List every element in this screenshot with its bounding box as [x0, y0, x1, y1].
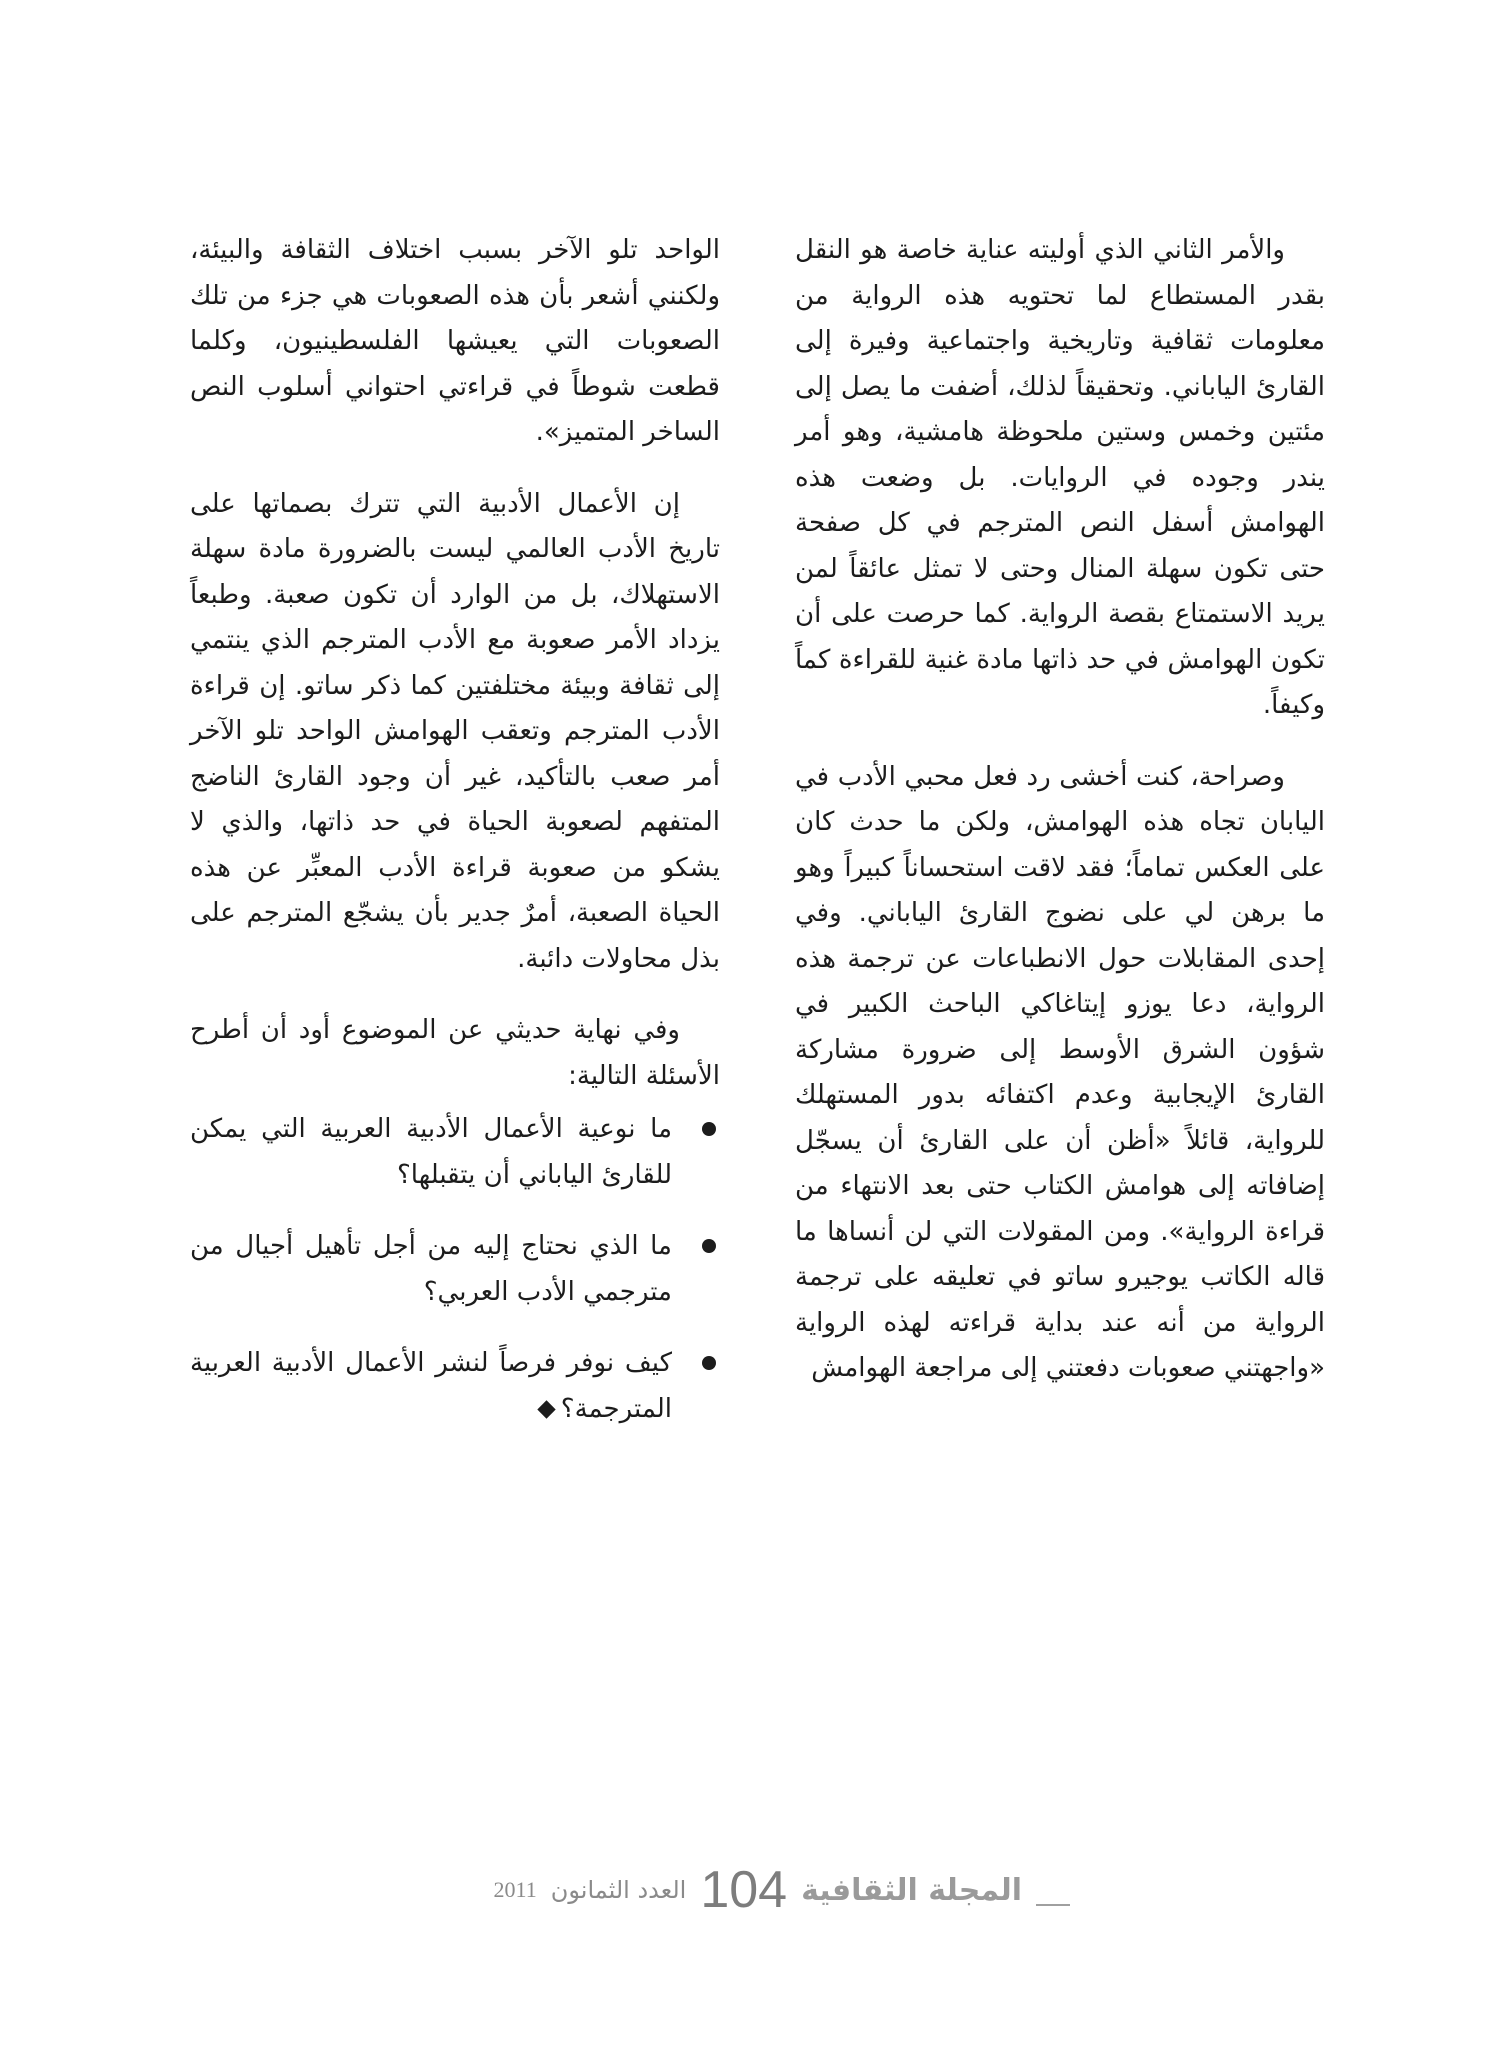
- paragraph-continuation: الواحد تلو الآخر بسبب اختلاف الثقافة والبيئة، ولكنني أشعر بأن هذه الصعوبات هي جزء من تلك الصعوبات التي يعيشها الفلسطينيون، وكلما قطعت شوطاً في قراءتي احتواني أسلوب النص الساخر المتميز».: [190, 235, 720, 447]
- paragraph-reception: وصراحة، كنت أخشى رد فعل محبي الأدب في اليابان تجاه هذه الهوامش، ولكن ما حدث كان على العكس تماماً؛ فقد لاقت استحساناً كبيراً وهو ما برهن لي على نضوج القارئ الياباني. وفي إحدى المقابلات حول الانطباعات عن ترجمة هذه الرواية، دعا يوزو إيتاغاكي الباحث الكبير في شؤون الشرق الأوسط إلى ضرورة مشاركة القارئ الإيجابية وعدم اكتفائه بدور المستهلك للرواية، قائلاً «أظن أن على القارئ أن يسجّل إضافاته إلى هوامش الكتاب حتى بعد الانتهاء من قراءة الرواية». ومن المقولات التي لن أنساها ما قاله الكاتب يوجيرو ساتو في تعليقه على ترجمة الرواية من أنه عند بداية قراءته لهذه الرواية «واجهتني صعوبات دفعتني إلى مراجعة الهوامش: [795, 761, 1325, 1383]
- list-item: [190, 1341, 720, 1432]
- questions-list: [190, 1107, 720, 1432]
- paragraph-questions-intro: وفي نهاية حديثي عن الموضوع أود أن أطرح الأسئلة التالية:: [190, 1015, 720, 1091]
- end-mark-icon: [537, 1400, 555, 1418]
- page-footer: [430, 1860, 1070, 1920]
- question-text: ما نوعية الأعمال الأدبية العربية التي يمكن للقارئ الياباني أن يتقبلها؟: [190, 1114, 672, 1190]
- magazine-name: المجلة الثقافية: [801, 1872, 1022, 1908]
- paragraph-translated-literature: إن الأعمال الأدبية التي تترك بصماتها على تاريخ الأدب العالمي ليست بالضرورة مادة سهلة الاستهلاك، بل من الوارد أن تكون صعبة. وطبعاً يزداد الأمر صعوبة مع الأدب المترجم الذي ينتمي إلى ثقافة وبيئة مختلفتين كما ذكر ساتو. إن قراءة الأدب المترجم وتعقب الهوامش الواحد تلو الآخر أمر صعب بالتأكيد، غير أن وجود القارئ الناضج المتفهم لصعوبة الحياة في حد ذاتها، والذي لا يشكو من صعوبة قراءة الأدب المعبِّر عن هذه الحياة الصعبة، أمرٌ جدير بأن يشجّع المترجم على بذل محاولات دائبة.: [190, 488, 720, 974]
- issue-label: العدد الثمانون: [550, 1876, 687, 1904]
- page-number: 104: [700, 1861, 788, 1919]
- list-item: [190, 1224, 720, 1315]
- footer-rule: [1036, 1904, 1070, 1906]
- bullet-icon: [702, 1356, 716, 1370]
- question-text: ما الذي نحتاج إليه من أجل تأهيل أجيال من مترجمي الأدب العربي؟: [190, 1231, 672, 1307]
- list-item: [190, 1107, 720, 1198]
- question-text: كيف نوفر فرصاً لنشر الأعمال الأدبية العربية المترجمة؟: [190, 1348, 672, 1424]
- left-text-column: [190, 228, 720, 1458]
- issue-year: 2011: [493, 1877, 537, 1902]
- right-text-column: [795, 228, 1325, 1418]
- bullet-icon: [702, 1122, 716, 1136]
- bullet-icon: [702, 1239, 716, 1253]
- paragraph-footnotes: والأمر الثاني الذي أوليته عناية خاصة هو النقل بقدر المستطاع لما تحتويه هذه الرواية من معلومات ثقافية وتاريخية واجتماعية وفيرة إلى القارئ الياباني. وتحقيقاً لذلك، أضفت ما يصل إلى مئتين وخمس وستين ملحوظة هامشية، وهو أمر يندر وجوده في الروايات. بل وضعت هذه الهوامش أسفل النص المترجم في كل صفحة حتى تكون سهلة المنال وحتى لا تمثل عائقاً لمن يريد الاستمتاع بقصة الرواية. كما حرصت على أن تكون الهوامش في حد ذاتها مادة غنية للقراءة كماً وكيفاً.: [795, 235, 1325, 720]
